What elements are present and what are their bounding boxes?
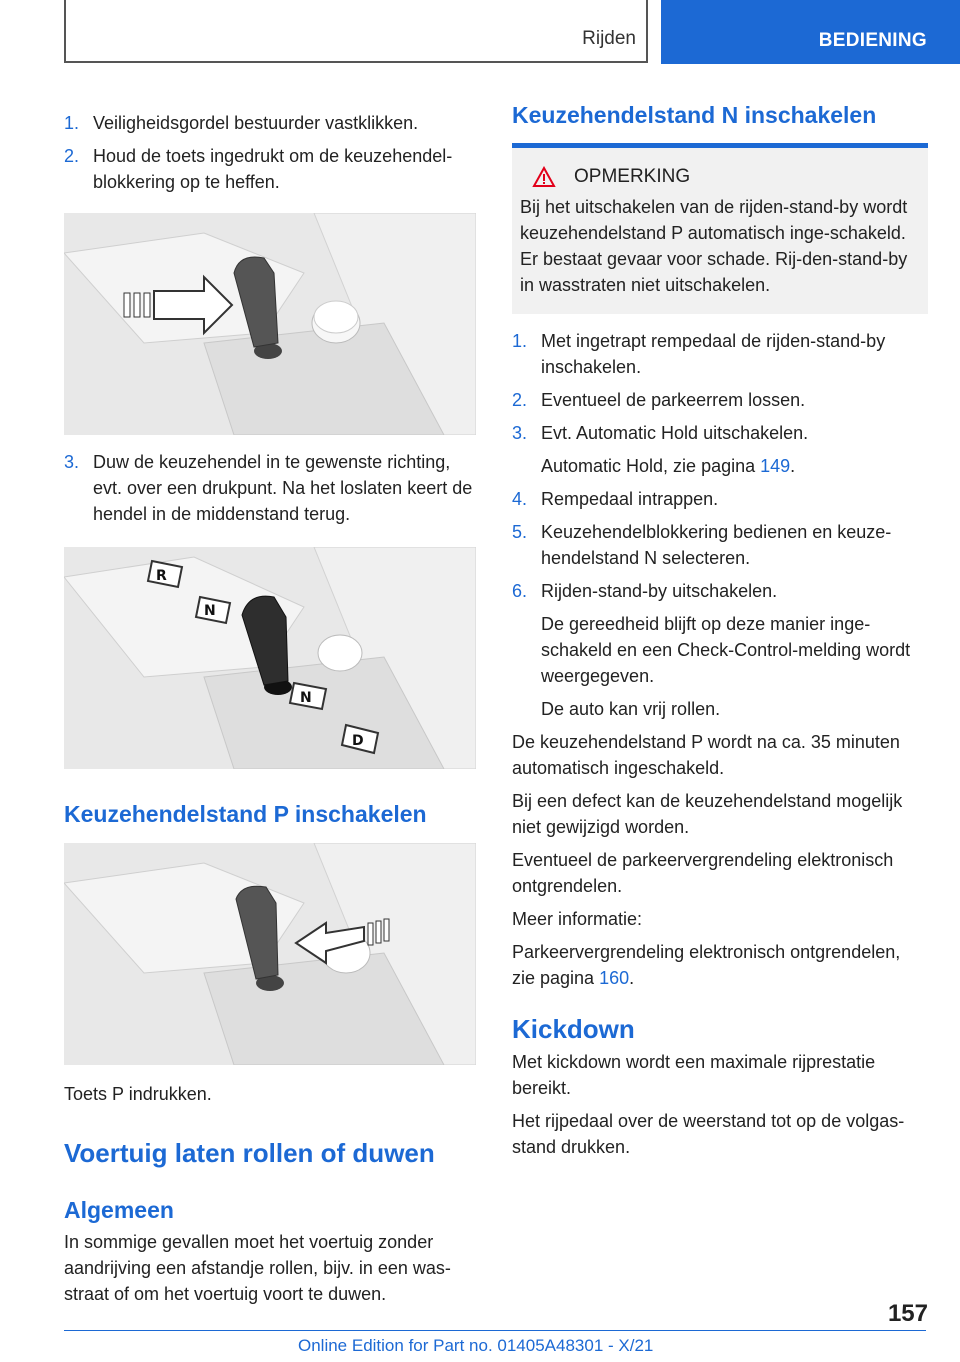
list-item: 2. Houd de toets ingedrukt om de keuzehendel-blokkering op te heffen. [64, 146, 453, 192]
page-number: 157 [887, 1300, 928, 1327]
note-box [512, 148, 928, 314]
list-item: 6. Rijden-stand-by uitschakelen. [512, 581, 778, 601]
page-link-149[interactable]: 149 [760, 456, 791, 476]
footer-rule [64, 1330, 926, 1331]
list-item: 5. Keuzehendelblokkering bedienen en keuze-hendelstand N selecteren. [512, 522, 892, 568]
heading-roll-push: Voertuig laten rollen of duwen [64, 1138, 435, 1168]
list-item: 2. Eventueel de parkeerrem lossen. [512, 390, 806, 410]
figure-selector-lever-directions [64, 547, 476, 769]
heading-algemeen: Algemeen [64, 1197, 174, 1223]
page-link-160[interactable]: 160 [599, 968, 630, 988]
illustration-lever-unlock [64, 213, 476, 435]
paragraph: Bij een defect kan de keuzehendelstand mogelijk niet gewijzigd worden. [512, 791, 903, 837]
figure-p-button [64, 843, 476, 1065]
paragraph: Eventueel de parkeervergrendeling elektronisch ontgrendelen. [512, 850, 894, 896]
paragraph: Met kickdown wordt een maximale rijprestatie bereikt. [512, 1052, 876, 1098]
paragraph: In sommige gevallen moet het voertuig zonder aandrijving een afstandje rollen, bijv. in een was-straat of om het voertuig voort te duwen. [64, 1232, 451, 1304]
figure-selector-lever-unlock [64, 213, 476, 435]
list-item: 4. Rempedaal intrappen. [512, 489, 719, 509]
note-text: Bij het uitschakelen van de rijden-stand-by wordt keuzehendelstand P automatisch inge-schakeld. Er bestaat gevaar voor schade. Rij-den-stand-by in wasstraten niet uitschakelen. [520, 197, 908, 295]
right-column [512, 100, 928, 1167]
cross-reference: Automatic Hold, zie pagina 149. [541, 456, 796, 476]
label-d: D [352, 733, 364, 749]
paragraph: De keuzehendelstand P wordt na ca. 35 minuten automatisch ingeschakeld. [512, 732, 900, 778]
step-detail: De gereedheid blijft op deze manier inge-schakeld en een Check-Control-melding wordt weergegeven. [541, 614, 911, 686]
cross-reference: Parkeervergrendeling elektronisch ontgrendelen, zie pagina 160. [512, 942, 901, 988]
paragraph: Het rijpedaal over de weerstand tot op de volgas-stand drukken. [512, 1111, 905, 1157]
label-n-top: N [204, 603, 216, 619]
chapter-tab[interactable]: BEDIENING [661, 0, 960, 64]
illustration-lever-directions [64, 547, 476, 769]
section-title: Rijden [582, 28, 636, 49]
paragraph: Meer informatie: [512, 909, 643, 929]
heading-n-inschakelen: Keuzehendelstand N inschakelen [512, 102, 877, 128]
heading-kickdown: Kickdown [512, 1014, 635, 1044]
label-n-bottom: N [300, 690, 312, 706]
paragraph: Toets P indrukken. [64, 1084, 212, 1104]
footer-edition-text: Online Edition for Part no. 01405A48301 - X/21 [298, 1336, 654, 1355]
label-r: R [156, 568, 167, 584]
list-item: 1. Veiligheidsgordel bestuurder vastklikken. [64, 113, 419, 133]
list-item: 1. Met ingetrapt rempedaal de rijden-stand-by inschakelen. [512, 331, 886, 377]
illustration-p-button [64, 843, 476, 1065]
left-column [64, 110, 476, 1314]
heading-p-inschakelen: Keuzehendelstand P inschakelen [64, 801, 427, 827]
note-title: OPMERKING [574, 166, 691, 187]
step-detail: De auto kan vrij rollen. [541, 699, 721, 719]
warning-icon [532, 166, 556, 188]
list-item: 3. Evt. Automatic Hold uitschakelen. [512, 423, 809, 443]
list-item: 3. Duw de keuzehendel in te gewenste richting, evt. over een drukpunt. Na het loslaten keert de hendel in de middenstand terug. [64, 452, 473, 524]
